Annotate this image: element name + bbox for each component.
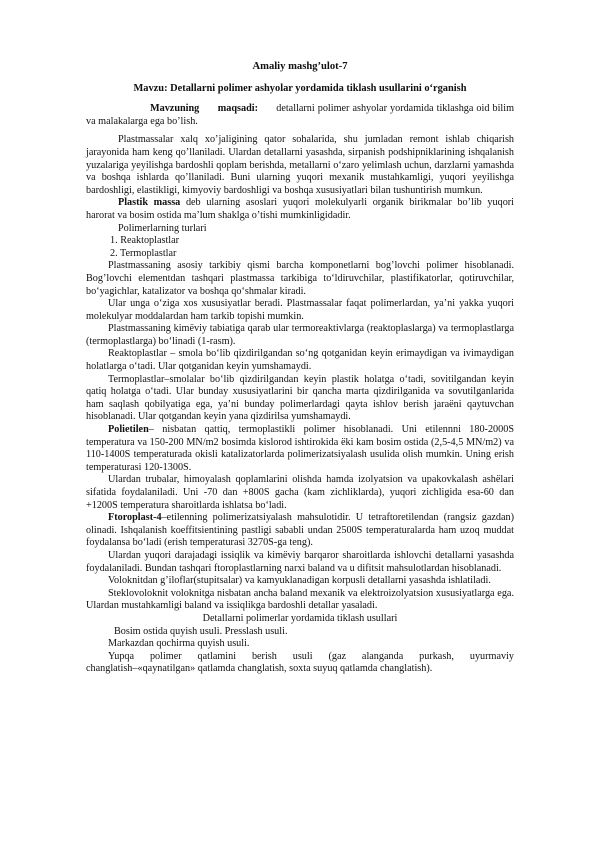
- term-polyethylene: Polietilen: [108, 424, 149, 436]
- paragraph-plastic-mass: [86, 197, 514, 222]
- goal-paragraph: [86, 103, 514, 128]
- polymer-types-heading: Polimerlarning turlari: [118, 222, 207, 234]
- page-title: Amaliy mashg’ulot-7: [252, 61, 348, 72]
- topic-subtitle: Mavzu: Detallarni polimer ashyolar yordamida tiklash usullarini o‘rganish: [133, 82, 467, 94]
- paragraph-intro: Plastmassalar xalq xo’jaligining qator sohalarida, shu jumladan remont ishlab chiqarish jarayonida ham keng qo’llaniladi. Ulardan detallarni yasashda, sirpanish podshipniklarining ishqalanish yuzalariga yeyilishga bardoshli qoplam berishda, metallarni o‘zaro yelimlash uchun, darzlarni yamashda va boshqa ishlarda qo’llaniladi. Buni ularning yuqori mexanik mustahkamligi, yuqori yeyilishga bardoshligi, elastikligi, kimyoviy bardoshligi va boshqa xususiyatlari bilan tushuntirish mumkun.: [86, 134, 514, 196]
- list-item-thermoplasts: 2. Termoplastlar: [110, 247, 177, 259]
- paragraph-ftoroplast: [86, 512, 514, 550]
- paragraph-voloknit: Voloknitdan g’iloflar(stupitsalar) va kamyuklanadigan korpusli detallarni yasashda ishlatiladi.: [108, 575, 491, 587]
- list-item-reactoplasts: 1. Reaktoplastlar: [110, 235, 180, 247]
- paragraph-properties: Ular unga o‘ziga xos xususiyatlar beradi. Plastmassalar faqat polimerlardan, ya’ni yakka yuqori molekulyar moddalardan ham tarkib topishi mumkin.: [86, 298, 514, 322]
- polyethylene-text: – nisbatan qattiq, termoplastikli polimer hisoblanadi. Uni etilennni 180-2000S temperatura va 150-200 MN/m2 bosimda kislorod ishtirokida ёki kam bosim ostida (2,5-4,5 MN/m2) va 110-1400S temperaturada okisli katalizatorlarda polimerizatsiyalash usulida olish mumkin. Uning erish temperaturasi 120-1300S.: [86, 424, 514, 473]
- term-plastic-mass: Plastik massa: [118, 197, 181, 209]
- paragraph-ftoroplast-uses: Ulardan yuqori darajadagi issiqlik va kimёviy barqaror sharoitlarda ishlovchi detallarni yasashda foydalaniladi. Bundan tashqari ftoroplastlarning narxi baland va u difitsit mahsulotlardan hisoblanadi.: [86, 549, 514, 574]
- paragraph-polyethylene: [86, 424, 514, 474]
- method-pressure-casting: Bosim ostida quyish usuli. Presslash usuli.: [114, 625, 288, 637]
- goal-text: detallarni polimer ashyolar yordamida tiklashga oid bilim va malakalarga ega bo’lish.: [86, 103, 514, 127]
- paragraph-thermoplasts: Termoplastlar–smolalar bo‘lib qizdirilgandan keyin plastik holatga o‘tadi, sovitilgandan keyin qatiq holatga o‘tadi. Ular bunday xususiyatlarini bir qancha marta qizdirilganida va sovutilganlarida ham saqlash qobilyatiga ega, ya’ni bunday polimerlardagi qayta ishlov berish jaraёni qaytuvchan hisoblanadi. Ular qotgandan keyin yana qizdirilsa yumshamaydi.: [86, 373, 514, 423]
- paragraph-classification: Plastmassaning kimёviy tabiatiga qarab ular termoreaktivlarga (reaktoplaslarga) va termoplastlarga (termoplastlarga) bo‘linadi (1-rasm).: [86, 323, 514, 347]
- paragraph-steklovoloknit: Steklovoloknit voloknitga nisbatan ancha baland mexanik va elektroizolyatsion xususiyatlarga ega. Ulardan mustahkamligi baland va issiqlikga bardoshli detallar yasaladi.: [86, 587, 514, 612]
- paragraph-reactoplasts: Reaktoplastlar – smola bo‘lib qizdirilgandan so‘ng qotganidan keyin erimaydigan va ivimaydigan holatlarga o‘tadi. Ular qotganidan keyin yumshamaydi.: [86, 348, 514, 373]
- methods-heading: Detallarni polimerlar yordamida tiklash usullari: [202, 612, 398, 624]
- term-ftoroplast: Ftoroplast-4: [108, 512, 162, 524]
- method-centrifugal-casting: Markazdan qochirma quyish usuli.: [108, 638, 250, 650]
- document-body: [86, 61, 514, 676]
- method-thin-layer: Yupqa polimer qatlamini berish usuli (gaz alanganda purkash, uyurmaviy changlatish–«qaynatilgan» qatlamda changlatish, soxta suyuq qatlamda changlatish).: [86, 650, 514, 675]
- goal-label: Mavzuning maqsadi:: [150, 103, 258, 115]
- paragraph-composition: Plastmassaning asosiy tarkibiy qismi barcha komponetlarni bog’lovchi polimer hisoblanadi. Bog’lovchi elementdan tashqari plastmassa tarkibiga to‘ldiruvchilar, plastifikatorlar, qotiruvchilar, bo‘yagichlar, katalizator va boshqa qo‘shmalar kiradi.: [86, 260, 514, 297]
- paragraph-uses: Ulardan trubalar, himoyalash qoplamlarini olishda hamda izolyatsion va upakovkalash ashёlari sifatida foydalaniladi. Uni -70 dan +800S gacha (kam zichliklarda), yuqori zichligida esa-60 dan +1200S temperatura sharoitlarda ishlatsa bo‘ladi.: [86, 474, 514, 511]
- ftoroplast-text: –etilenning polimerizatsiyalash mahsulotidir. U tetraftoretilendan (rangsiz gazdan) olinadi. Ishqalanish koeffitsientining pastligi sababli undan 2500S temperaturalarda ham uzoq muddat foydalansa bo‘ladi (erish temperaturasi 3270S-ga teng).: [86, 512, 514, 549]
- plastic-mass-definition: deb ularning asoslari yuqori molekulyarli organik birikmalar bo’lib yuqori harorat va bosim ostida ma’lum shaklga o’tishi mumkinligidadir.: [86, 197, 515, 221]
